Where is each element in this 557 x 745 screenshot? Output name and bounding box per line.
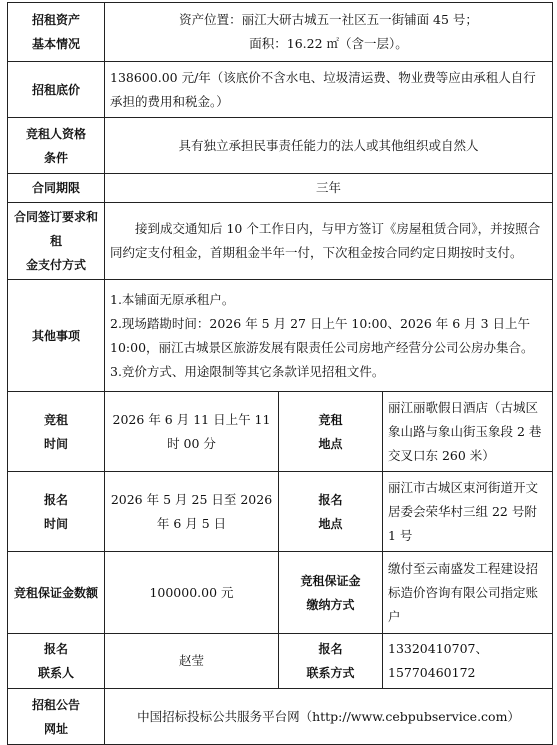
value-registration-time: 2026 年 5 月 25 日至 2026 年 6 月 5 日	[105, 472, 279, 552]
row-website	[8, 689, 553, 745]
label-deposit-amount: 竞租保证金数额	[8, 552, 105, 634]
other-item-1: 1.本铺面无原承租户。	[110, 291, 235, 307]
value-registration-place: 丽江市古城区束河街道开文居委会荣华村三组 22 号附 1 号	[383, 472, 553, 552]
label-registration-time: 报名 时间	[8, 472, 105, 552]
label-contract-term: 合同期限	[8, 174, 105, 203]
row-deposit	[8, 552, 553, 634]
label-asset-info: 招租资产 基本情况	[8, 3, 105, 62]
row-payment	[8, 203, 553, 280]
label-website: 招租公告 网址	[8, 689, 105, 745]
row-other-matters	[8, 280, 553, 392]
label-auction-time: 竞租 时间	[8, 392, 105, 472]
label-other-matters: 其他事项	[8, 280, 105, 392]
announcement-page	[7, 2, 552, 745]
value-auction-time: 2026 年 6 月 11 日上午 11 时 00 分	[105, 392, 279, 472]
value-auction-place: 丽江丽歌假日酒店（古城区象山路与象山街玉象段 2 巷交叉口东 260 米）	[383, 392, 553, 472]
label-payment: 合同签订要求和租 金支付方式	[8, 203, 105, 280]
label-base-price: 招租底价	[8, 62, 105, 118]
value-payment: 接到成交通知后 10 个工作日内，与甲方签订《房屋租赁合同》，并按照合同约定支付租金，首期租金半年一付，下次租金按合同约定日期按时支付。	[105, 203, 553, 280]
value-qualification: 具有独立承担民事责任能力的法人或其他组织或自然人	[105, 118, 553, 174]
row-registration	[8, 472, 553, 552]
value-other-matters	[105, 280, 553, 392]
row-asset-info	[8, 3, 553, 62]
label-qualification: 竞租人资格 条件	[8, 118, 105, 174]
label-registration-place: 报名 地点	[279, 472, 383, 552]
other-item-2: 2.现场踏勘时间：2026 年 5 月 27 日上午 10:00、2026 年 6 月 3 日上午 10:00，丽江古城景区旅游发展有限责任公司房地产经营分公司公房办集合。	[110, 315, 534, 355]
row-base-price	[8, 62, 553, 118]
value-contact-person: 赵莹	[105, 634, 279, 689]
value-deposit-amount: 100000.00 元	[105, 552, 279, 634]
value-contact-phone: 13320410707、15770460172	[383, 634, 553, 689]
value-contract-term: 三年	[105, 174, 553, 203]
asset-location: 资产位置：丽江大研古城五一社区五一街铺面 45 号；	[179, 12, 478, 27]
row-auction	[8, 392, 553, 472]
value-asset-info	[105, 3, 553, 62]
label-contact-person: 报名 联系人	[8, 634, 105, 689]
label-contact-phone: 报名 联系方式	[279, 634, 383, 689]
tender-info-table	[7, 2, 553, 745]
row-contact	[8, 634, 553, 689]
label-auction-place: 竞租 地点	[279, 392, 383, 472]
row-contract-term	[8, 174, 553, 203]
value-website: 中国招标投标公共服务平台网（http://www.cebpubservice.com）	[105, 689, 553, 745]
other-item-3: 3.竞价方式、用途限制等其它条款详见招租文件。	[110, 363, 385, 379]
value-deposit-method: 缴付至云南盛发工程建设招标造价咨询有限公司指定账户	[383, 552, 553, 634]
asset-area: 面积：16.22 ㎡（含一层）。	[249, 36, 408, 51]
label-deposit-method: 竞租保证金 缴纳方式	[279, 552, 383, 634]
value-base-price: 138600.00 元/年（该底价不含水电、垃圾清运费、物业费等应由承租人自行承担的费用和税金。）	[105, 62, 553, 118]
row-qualification	[8, 118, 553, 174]
